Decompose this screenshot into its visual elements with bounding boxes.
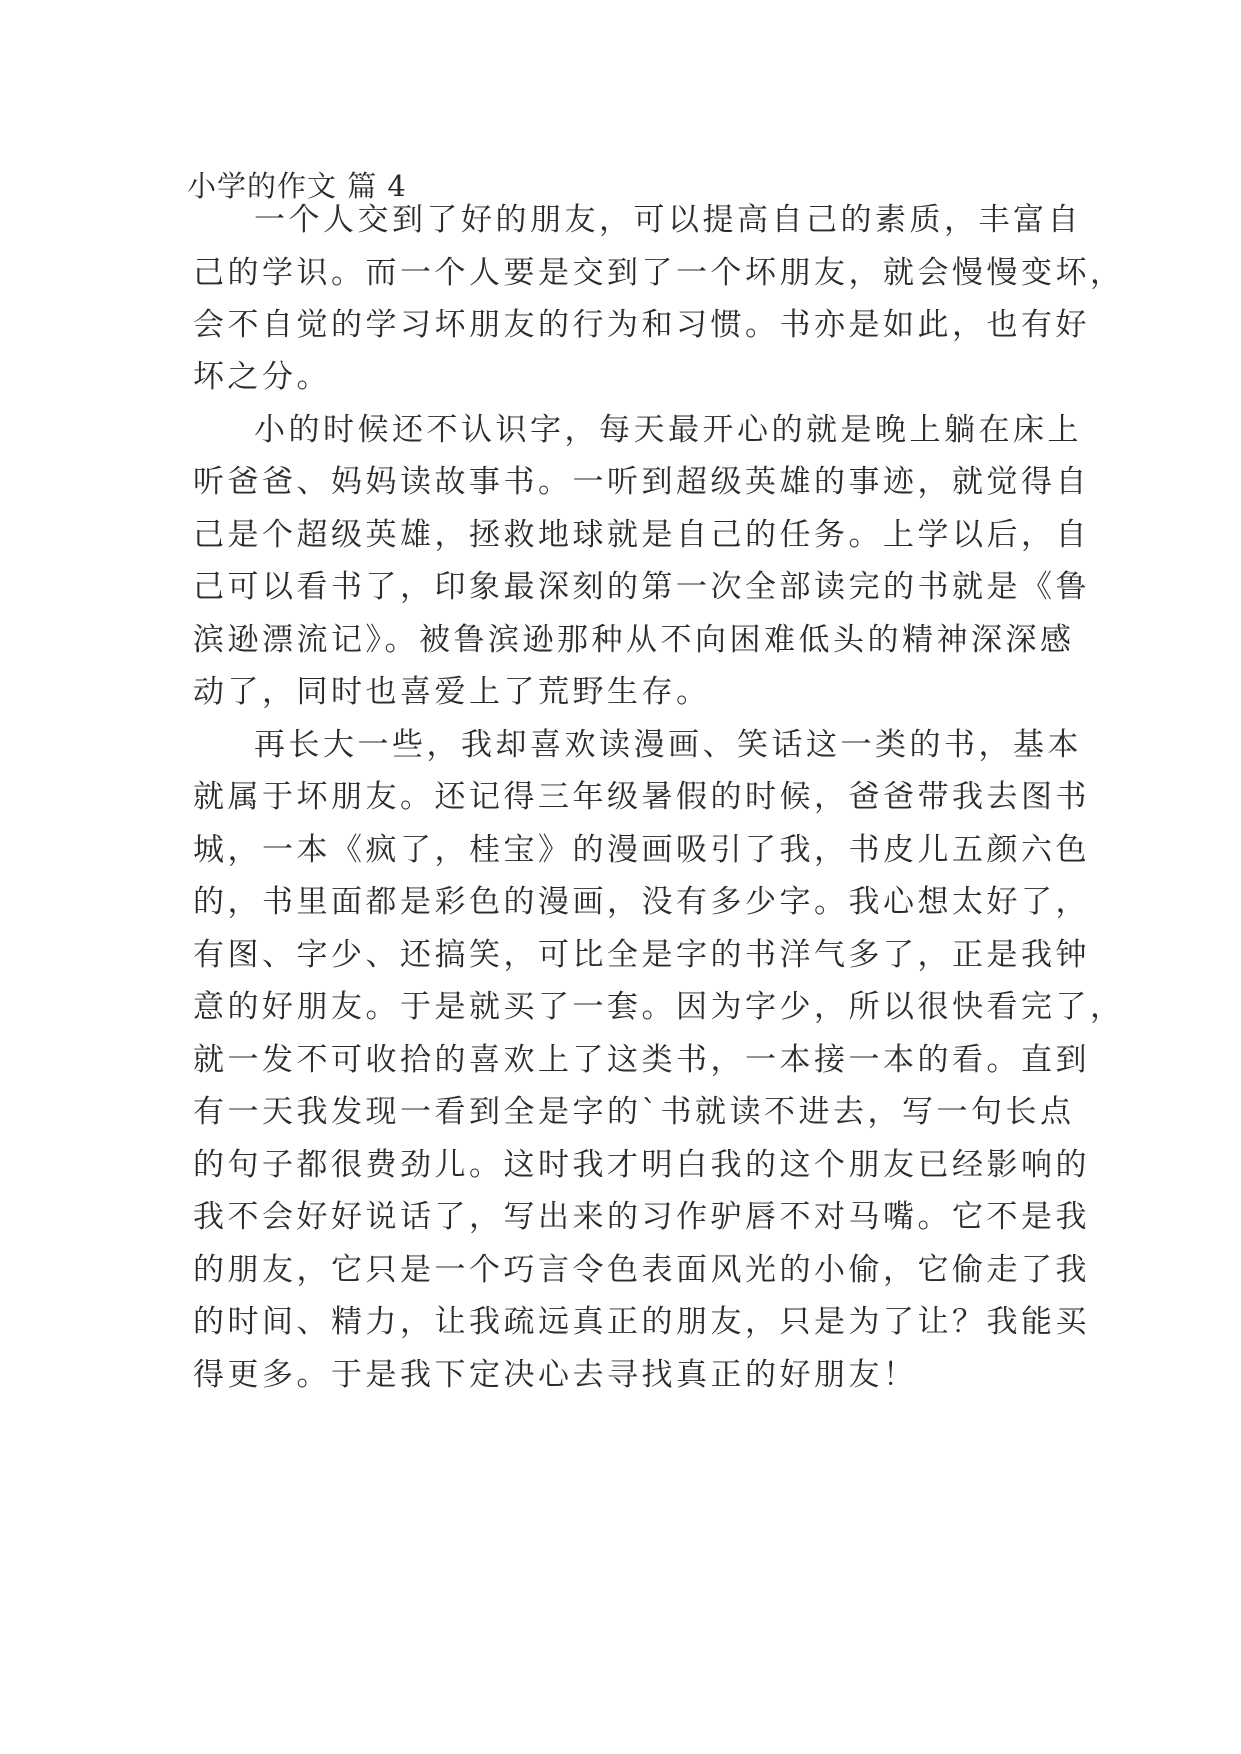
text-line: 再长大一些，我却喜欢读漫画、笑话这一类的书，基本	[254, 727, 1082, 763]
document-title: 小学的作文 篇 4	[187, 169, 407, 203]
text-line: 得更多。于是我下定决心去寻找真正的好朋友！	[193, 1357, 918, 1393]
text-line: 会不自觉的学习坏朋友的行为和习惯。书亦是如此，也有好	[193, 307, 1090, 343]
text-line: 有图、字少、还搞笑，可比全是字的书洋气多了，正是我钟	[193, 937, 1090, 973]
text-line: 滨逊漂流记》。被鲁滨逊那种从不向困难低头的精神深深感	[193, 622, 1075, 658]
text-line: 坏之分。	[193, 359, 331, 395]
text-line: 的朋友，它只是一个巧言令色表面风光的小偷，它偷走了我	[193, 1252, 1090, 1288]
text-line: 一个人交到了好的朋友，可以提高自己的素质，丰富自	[254, 202, 1082, 238]
text-line: 己可以看书了，印象最深刻的第一次全部读完的书就是《鲁	[193, 569, 1090, 605]
text-line: 我不会好好说话了，写出来的习作驴唇不对马嘴。它不是我	[193, 1199, 1090, 1235]
text-line: 城，一本《疯了，桂宝》的漫画吸引了我，书皮儿五颜六色	[193, 832, 1090, 868]
text-line: 己的学识。而一个人要是交到了一个坏朋友，就会慢慢变坏，	[193, 255, 1125, 291]
text-line: 就属于坏朋友。还记得三年级暑假的时候，爸爸带我去图书	[193, 779, 1090, 815]
text-line: 的时间、精力，让我疏远真正的朋友，只是为了让？我能买	[193, 1304, 1090, 1340]
text-line: 有一天我发现一看到全是字的`书就读不进去，写一句长点	[193, 1094, 1075, 1130]
text-line: 小的时候还不认识字，每天最开心的就是晚上躺在床上	[254, 412, 1082, 448]
text-line: 听爸爸、妈妈读故事书。一听到超级英雄的事迹，就觉得自	[193, 464, 1090, 500]
text-line: 的句子都很费劲儿。这时我才明白我的这个朋友已经影响的	[193, 1147, 1090, 1183]
text-line: 意的好朋友。于是就买了一套。因为字少，所以很快看完了，	[193, 989, 1125, 1025]
text-line: 己是个超级英雄，拯救地球就是自己的任务。上学以后，自	[193, 517, 1090, 553]
text-line: 就一发不可收拾的喜欢上了这类书，一本接一本的看。直到	[193, 1042, 1090, 1078]
text-line: 动了，同时也喜爱上了荒野生存。	[193, 674, 711, 710]
text-line: 的，书里面都是彩色的漫画，没有多少字。我心想太好了，	[193, 884, 1090, 920]
